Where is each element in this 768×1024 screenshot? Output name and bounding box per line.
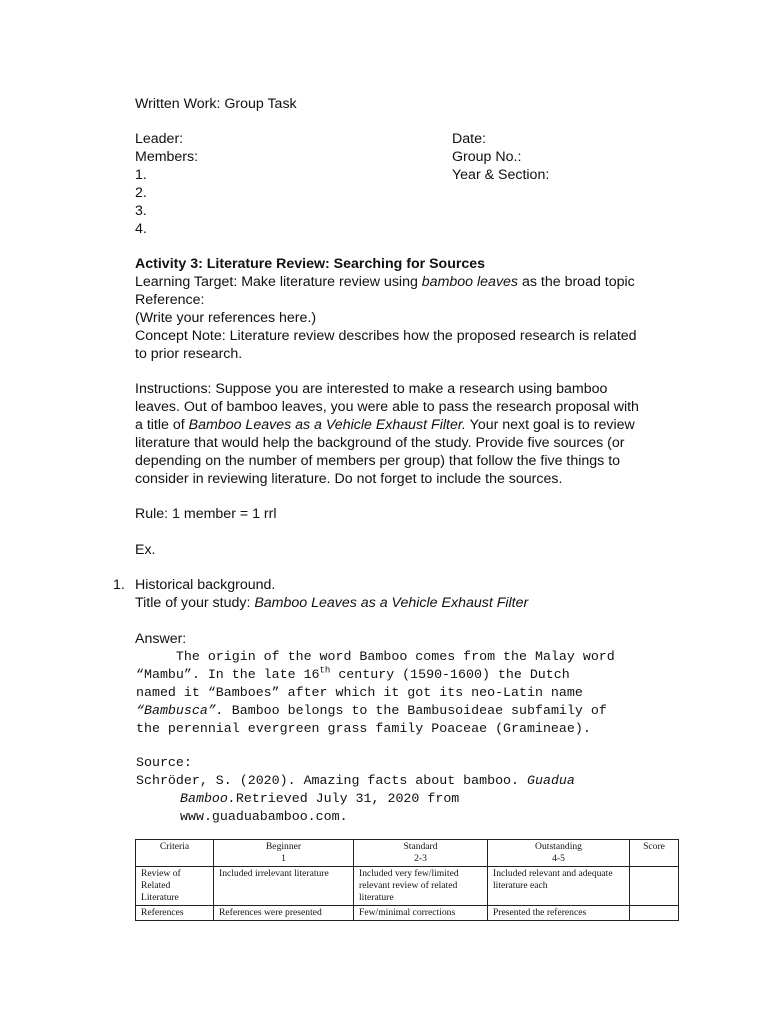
study-title-prefix: Title of your study: bbox=[135, 595, 255, 611]
instructions-line-4: literature that would help the background of the study. Provide five sources (or bbox=[135, 435, 625, 451]
instructions-line-3 bbox=[135, 416, 635, 434]
year-section-label: Year & Section: bbox=[452, 167, 550, 183]
rubric-cell-outstanding: Presented the references bbox=[488, 906, 630, 921]
answer-line-2-b: century (1590-1600) the Dutch bbox=[330, 667, 570, 682]
instructions-line-5: depending on the number of members per group) that follow the five things to bbox=[135, 453, 621, 469]
group-number-label: Group No.: bbox=[452, 149, 522, 165]
learning-target bbox=[135, 273, 635, 291]
source-line-3: www.guaduabamboo.com. bbox=[180, 809, 348, 824]
table-row bbox=[136, 906, 679, 921]
source-line-2-rest: Retrieved July 31, 2020 from bbox=[235, 791, 460, 806]
item-number: 1. bbox=[113, 577, 125, 593]
document-title: Written Work: Group Task bbox=[135, 96, 297, 112]
instructions-study-title: Bamboo Leaves as a Vehicle Exhaust Filter. bbox=[188, 417, 466, 433]
table-row bbox=[136, 867, 679, 906]
ordinal-suffix: th bbox=[319, 665, 331, 676]
answer-line-5: the perennial evergreen grass family Poaceae (Gramineae). bbox=[136, 721, 591, 736]
answer-line-1: The origin of the word Bamboo comes from the Malay word bbox=[136, 649, 615, 664]
rubric-header-outstanding: Outstanding 4-5 bbox=[488, 840, 630, 867]
source-line-1 bbox=[136, 772, 575, 790]
source-label: Source: bbox=[136, 755, 192, 770]
rubric-cell-criteria: References bbox=[136, 906, 214, 921]
rubric-header-criteria: Criteria bbox=[136, 840, 214, 867]
source-line-1-a: Schröder, S. (2020). Amazing facts about bamboo. bbox=[136, 773, 527, 788]
rubric-header-standard: Standard 2-3 bbox=[354, 840, 488, 867]
study-title: Bamboo Leaves as a Vehicle Exhaust Filter bbox=[254, 595, 529, 611]
rubric-header-beginner: Beginner 1 bbox=[214, 840, 354, 867]
item-heading: Historical background. bbox=[135, 577, 276, 593]
answer-line-4-italic: “Bambusca”. bbox=[136, 703, 224, 718]
reference-label: Reference: bbox=[135, 292, 205, 308]
answer-line-3: named it “Bamboes” after which it got its neo-Latin name bbox=[136, 685, 583, 700]
learning-target-topic: bamboo leaves bbox=[421, 274, 519, 290]
date-label: Date: bbox=[452, 131, 486, 147]
instructions-line-3-suffix: Your next goal is to review bbox=[465, 417, 635, 433]
rubric-cell-score bbox=[630, 906, 679, 921]
rubric-table bbox=[135, 839, 679, 921]
study-title-line bbox=[135, 594, 528, 612]
member-number-3: 3. bbox=[135, 203, 147, 219]
concept-note-line-2: to prior research. bbox=[135, 346, 243, 362]
instructions-line-3-prefix: a title of bbox=[135, 417, 189, 433]
learning-target-prefix: Learning Target: Make literature review using bbox=[135, 274, 422, 290]
rubric-cell-criteria: Review of Related Literature bbox=[136, 867, 214, 906]
member-number-4: 4. bbox=[135, 221, 147, 237]
rubric-cell-beginner: Included irrelevant literature bbox=[214, 867, 354, 906]
source-line-2 bbox=[180, 790, 459, 808]
example-label: Ex. bbox=[135, 542, 156, 558]
instructions-line-6: consider in reviewing literature. Do not forget to include the sources. bbox=[135, 471, 563, 487]
leader-label: Leader: bbox=[135, 131, 184, 147]
source-publisher-italic: Guadua bbox=[527, 773, 575, 788]
instructions-line-2: leaves. Out of bamboo leaves, you were able to pass the research proposal with bbox=[135, 399, 639, 415]
source-publisher-italic-2: Bamboo. bbox=[180, 791, 236, 806]
answer-line-4-rest: Bamboo belongs to the Bambusoideae subfamily of bbox=[223, 703, 607, 718]
learning-target-suffix: as the broad topic bbox=[518, 274, 635, 290]
instructions-line-1: Instructions: Suppose you are interested to make a research using bamboo bbox=[135, 381, 608, 397]
rubric-cell-standard: Included very few/limited relevant review of related literature bbox=[354, 867, 488, 906]
answer-line-4 bbox=[136, 702, 607, 720]
answer-line-2-a: “Mambu”. In the late 16 bbox=[136, 667, 320, 682]
rubric-cell-standard: Few/minimal corrections bbox=[354, 906, 488, 921]
reference-hint: (Write your references here.) bbox=[135, 310, 317, 326]
member-number-1: 1. bbox=[135, 167, 147, 183]
rubric-cell-beginner: References were presented bbox=[214, 906, 354, 921]
answer-label: Answer: bbox=[135, 631, 187, 647]
rubric-header-row bbox=[136, 840, 679, 867]
rule-text: Rule: 1 member = 1 rrl bbox=[135, 506, 277, 522]
members-label: Members: bbox=[135, 149, 199, 165]
rubric-header-score: Score bbox=[630, 840, 679, 867]
concept-note-line-1: Concept Note: Literature review describes how the proposed research is related bbox=[135, 328, 637, 344]
activity-heading: Activity 3: Literature Review: Searching for Sources bbox=[135, 256, 486, 272]
rubric-cell-score bbox=[630, 867, 679, 906]
member-number-2: 2. bbox=[135, 185, 147, 201]
answer-line-2 bbox=[136, 666, 570, 684]
rubric-cell-outstanding: Included relevant and adequate literature each bbox=[488, 867, 630, 906]
